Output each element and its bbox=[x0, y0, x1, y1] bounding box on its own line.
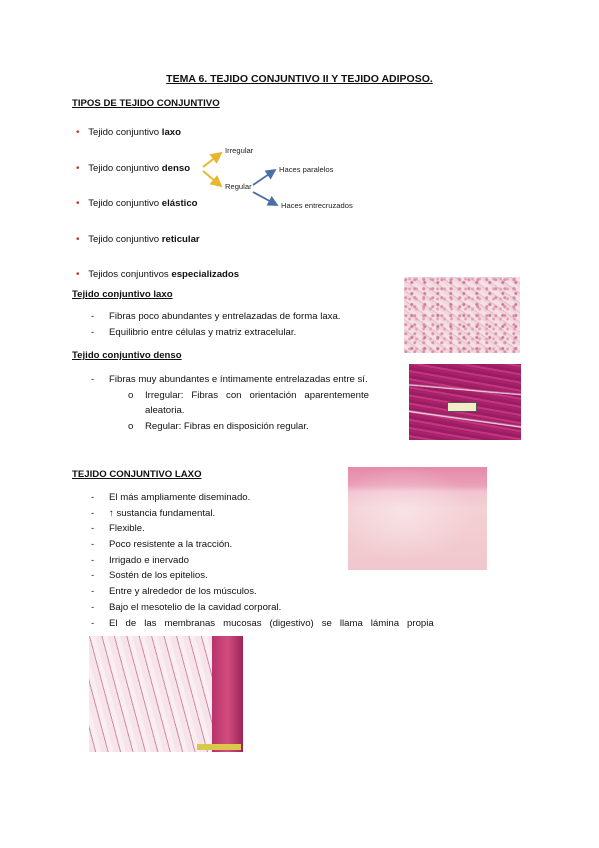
item-bold: denso bbox=[161, 163, 191, 174]
sub-marker: o bbox=[128, 390, 134, 401]
list-item bbox=[76, 269, 239, 280]
bullet-icon: • bbox=[76, 127, 80, 138]
item-text: Poco resistente a la tracción. bbox=[109, 539, 233, 550]
image-scale-label bbox=[197, 744, 241, 750]
histology-image-laxo-large bbox=[348, 467, 487, 570]
list-item: - ↑ sustancia fundamental. bbox=[91, 508, 216, 519]
heading-denso: Tejido conjuntivo denso bbox=[72, 350, 182, 361]
list-item bbox=[76, 127, 181, 138]
item-text: Entre y alrededor de los músculos. bbox=[109, 586, 257, 597]
bullet-icon: • bbox=[76, 198, 80, 209]
item-text: Sostén de los epitelios. bbox=[109, 570, 208, 581]
arrow-entrecruzados bbox=[253, 192, 277, 205]
arrow-irregular bbox=[203, 153, 221, 167]
sublist-item bbox=[128, 421, 309, 432]
item-text: Regular: Fibras en disposición regular. bbox=[145, 421, 309, 432]
list-item: - Poco resistente a la tracción. bbox=[91, 539, 233, 550]
list-item: - Entre y alrededor de los músculos. bbox=[91, 586, 257, 597]
list-item: - El más ampliamente diseminado. bbox=[91, 492, 251, 503]
arrow-regular bbox=[203, 171, 221, 186]
item-bold: elástico bbox=[161, 198, 198, 209]
label-haces-paralelos: Haces paralelos bbox=[279, 165, 334, 174]
histology-image-mucosa bbox=[89, 636, 243, 752]
item-text: Tejido conjuntivo bbox=[88, 163, 162, 174]
list-item: - Bajo el mesotelio de la cavidad corporal. bbox=[91, 602, 282, 613]
histology-image-laxo bbox=[404, 277, 520, 353]
item-text: Bajo el mesotelio de la cavidad corporal. bbox=[109, 602, 282, 613]
section-heading-tipos: TIPOS DE TEJIDO CONJUNTIVO bbox=[72, 98, 220, 109]
item-text: El más ampliamente diseminado. bbox=[109, 492, 251, 503]
heading-laxo: Tejido conjuntivo laxo bbox=[72, 289, 173, 300]
list-item: - Fibras poco abundantes y entrelazadas de forma laxa. bbox=[91, 311, 341, 322]
sublist-item-cont: aleatoria. bbox=[145, 405, 185, 416]
bullet-icon: • bbox=[76, 234, 80, 245]
label-regular: Regular bbox=[225, 182, 252, 191]
item-text: Tejido conjuntivo bbox=[88, 127, 162, 138]
item-text: Flexible. bbox=[109, 523, 145, 534]
item-bold: especializados bbox=[171, 269, 240, 280]
item-text: Irrigado e inervado bbox=[109, 555, 189, 566]
arrow-paralelos bbox=[253, 170, 275, 185]
list-item: - El de las membranas mucosas (digestivo) se llama lámina propia bbox=[91, 618, 434, 629]
list-item: - Sostén de los epitelios. bbox=[91, 570, 208, 581]
item-text: ↑ sustancia fundamental. bbox=[109, 508, 216, 519]
item-text: Fibras poco abundantes y entrelazadas de forma laxa. bbox=[109, 311, 341, 322]
bullet-icon: • bbox=[76, 163, 80, 174]
item-bold: reticular bbox=[161, 234, 200, 245]
bullet-icon: • bbox=[76, 269, 80, 280]
list-item: - Equilibrio entre células y matriz extracelular. bbox=[91, 327, 297, 338]
item-text: El de las membranas mucosas (digestivo) se llama lámina propia bbox=[109, 618, 434, 629]
sub-marker: o bbox=[128, 421, 134, 432]
item-bold: laxo bbox=[161, 127, 181, 138]
list-item: - Fibras muy abundantes e íntimamente entrelazadas entre sí. bbox=[91, 374, 368, 385]
histology-image-denso bbox=[409, 364, 521, 440]
page-title: TEMA 6. TEJIDO CONJUNTIVO II Y TEJIDO ADIPOSO. bbox=[166, 73, 433, 85]
sublist-item bbox=[128, 390, 369, 401]
item-text: Tejido conjuntivo bbox=[88, 234, 162, 245]
list-item bbox=[76, 234, 200, 245]
label-haces-entrecruzados: Haces entrecruzados bbox=[281, 201, 353, 210]
label-irregular: Irregular bbox=[225, 146, 254, 155]
list-item: - Irrigado e inervado bbox=[91, 555, 189, 566]
list-item bbox=[76, 163, 190, 174]
list-item bbox=[76, 198, 198, 209]
list-item: - Flexible. bbox=[91, 523, 145, 534]
item-text: Tejidos conjuntivos bbox=[88, 269, 172, 280]
item-text: Tejido conjuntivo bbox=[88, 198, 162, 209]
image-label-box bbox=[447, 402, 477, 412]
item-text: Irregular: Fibras con orientación aparentemente bbox=[145, 390, 369, 401]
section-heading-laxo: TEJIDO CONJUNTIVO LAXO bbox=[72, 469, 202, 480]
item-text: Equilibrio entre células y matriz extracelular. bbox=[109, 327, 297, 338]
item-text: Fibras muy abundantes e íntimamente entrelazadas entre sí. bbox=[109, 374, 368, 385]
